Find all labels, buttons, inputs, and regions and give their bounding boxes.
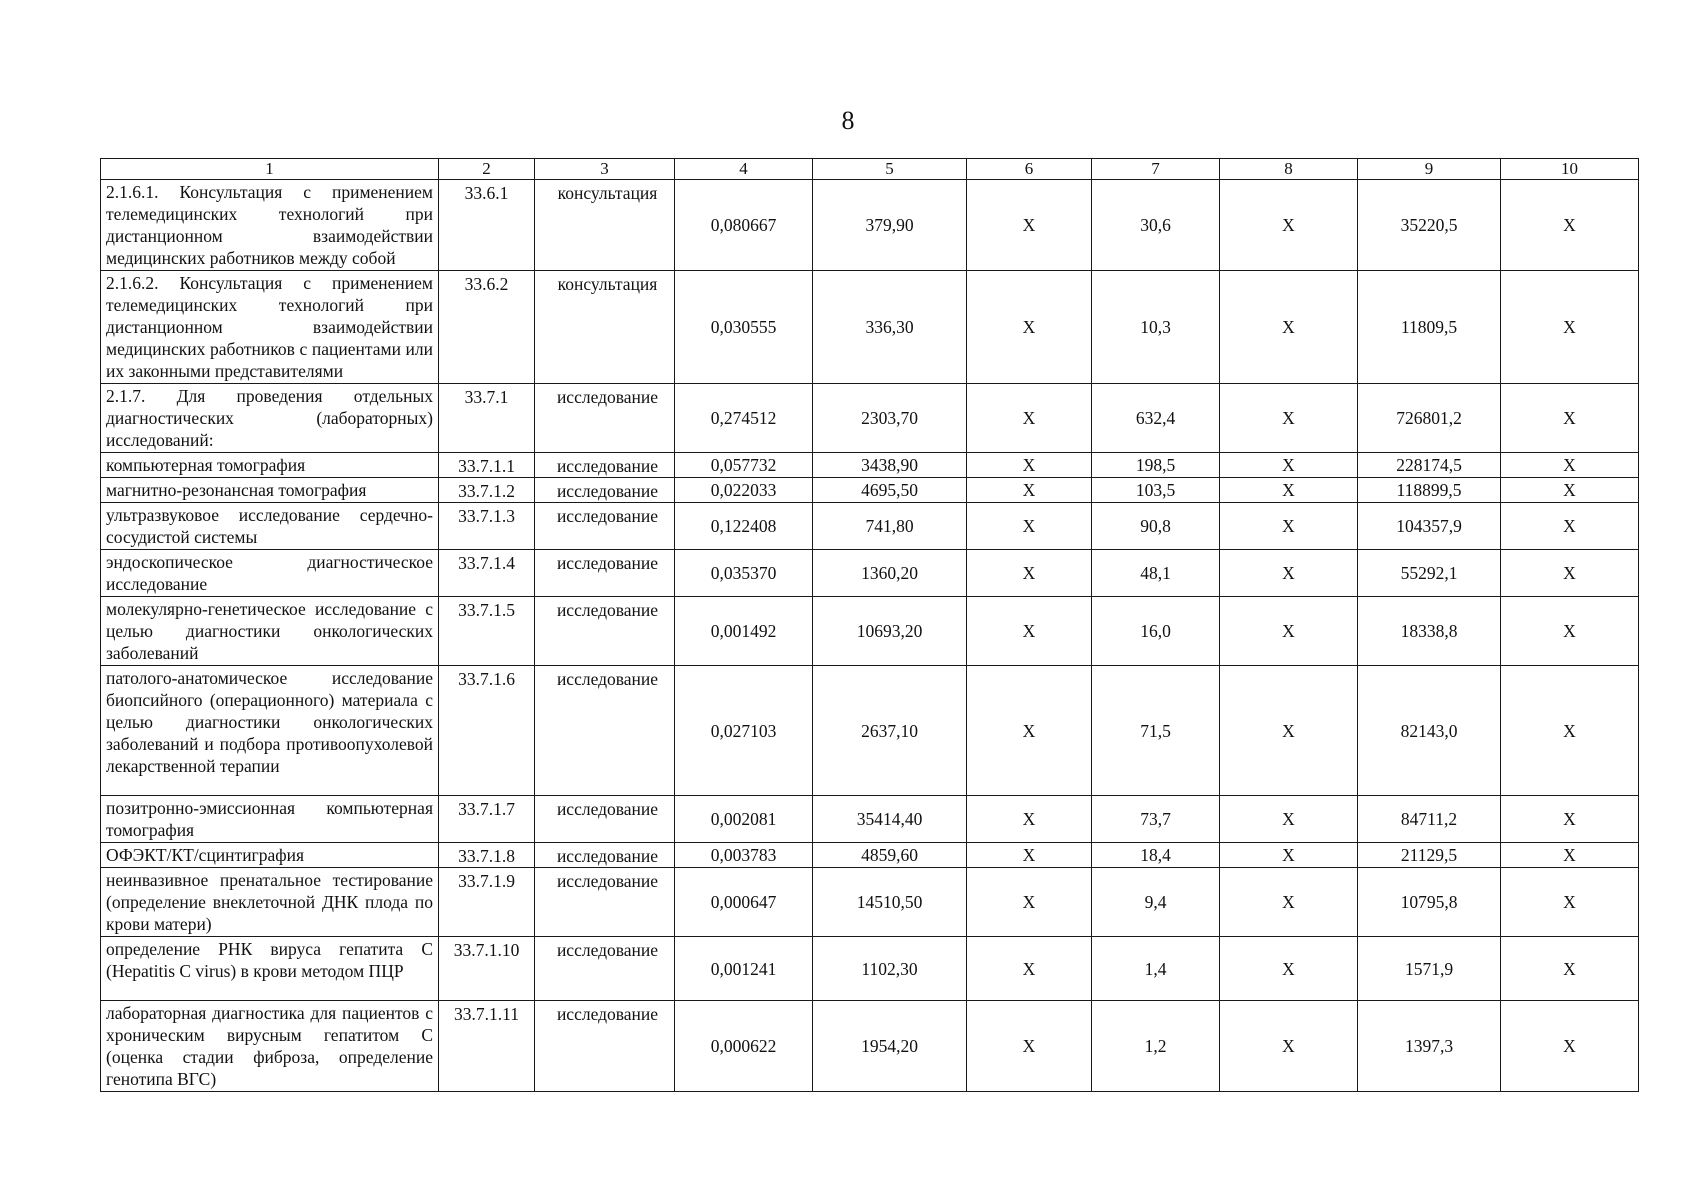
col-6-cell: X bbox=[967, 937, 1092, 1001]
table-row bbox=[101, 1001, 1639, 1092]
col-6-cell: X bbox=[967, 503, 1092, 550]
col-5-cell: 379,90 bbox=[813, 180, 967, 271]
col-6-cell: X bbox=[967, 796, 1092, 843]
col-10-cell: X bbox=[1501, 868, 1639, 937]
col-8-cell: X bbox=[1220, 503, 1358, 550]
col-9-cell: 21129,5 bbox=[1358, 843, 1501, 868]
col-8-cell: X bbox=[1220, 271, 1358, 384]
service-code-cell: 33.7.1.11 bbox=[439, 1001, 535, 1092]
column-header: 8 bbox=[1220, 159, 1358, 180]
service-name-cell: 2.1.6.2. Консультация с применением телемедицинских технологий при дистанционном взаимодействии медицинских работников с пациентами или их законными представителями bbox=[101, 271, 439, 384]
unit-cell: исследование bbox=[535, 1001, 675, 1092]
col-10-cell: X bbox=[1501, 453, 1639, 478]
col-6-cell: X bbox=[967, 478, 1092, 503]
col-8-cell: X bbox=[1220, 868, 1358, 937]
unit-cell: исследование bbox=[535, 597, 675, 666]
table-row bbox=[101, 384, 1639, 453]
service-name-cell: неинвазивное пренатальное тестирование (определение внеклеточной ДНК плода по крови матери) bbox=[101, 868, 439, 937]
col-4-cell: 0,000622 bbox=[675, 1001, 813, 1092]
col-7-cell: 10,3 bbox=[1092, 271, 1220, 384]
col-9-cell: 228174,5 bbox=[1358, 453, 1501, 478]
service-name-cell: патолого-анатомическое исследование биопсийного (операционного) материала с целью диагностики онкологических заболеваний и подбора противоопухолевой лекарственной терапии bbox=[101, 666, 439, 796]
col-10-cell: X bbox=[1501, 503, 1639, 550]
col-10-cell: X bbox=[1501, 796, 1639, 843]
col-8-cell: X bbox=[1220, 453, 1358, 478]
col-10-cell: X bbox=[1501, 180, 1639, 271]
col-8-cell: X bbox=[1220, 180, 1358, 271]
col-9-cell: 18338,8 bbox=[1358, 597, 1501, 666]
col-9-cell: 1571,9 bbox=[1358, 937, 1501, 1001]
col-4-cell: 0,080667 bbox=[675, 180, 813, 271]
col-9-cell: 118899,5 bbox=[1358, 478, 1501, 503]
col-8-cell: X bbox=[1220, 843, 1358, 868]
table-row bbox=[101, 868, 1639, 937]
col-4-cell: 0,122408 bbox=[675, 503, 813, 550]
col-4-cell: 0,027103 bbox=[675, 666, 813, 796]
service-code-cell: 33.7.1 bbox=[439, 384, 535, 453]
col-8-cell: X bbox=[1220, 478, 1358, 503]
col-7-cell: 9,4 bbox=[1092, 868, 1220, 937]
column-number-row bbox=[101, 159, 1639, 180]
col-5-cell: 3438,90 bbox=[813, 453, 967, 478]
col-10-cell: X bbox=[1501, 384, 1639, 453]
col-9-cell: 11809,5 bbox=[1358, 271, 1501, 384]
col-6-cell: X bbox=[967, 384, 1092, 453]
col-10-cell: X bbox=[1501, 843, 1639, 868]
col-7-cell: 90,8 bbox=[1092, 503, 1220, 550]
tariff-table bbox=[100, 158, 1639, 1092]
table-row bbox=[101, 937, 1639, 1001]
table-row bbox=[101, 453, 1639, 478]
service-code-cell: 33.7.1.10 bbox=[439, 937, 535, 1001]
col-6-cell: X bbox=[967, 843, 1092, 868]
unit-cell: исследование bbox=[535, 503, 675, 550]
col-4-cell: 0,001492 bbox=[675, 597, 813, 666]
col-4-cell: 0,057732 bbox=[675, 453, 813, 478]
service-code-cell: 33.7.1.3 bbox=[439, 503, 535, 550]
column-header: 10 bbox=[1501, 159, 1639, 180]
unit-cell: исследование bbox=[535, 796, 675, 843]
service-name-cell: 2.1.6.1. Консультация с применением телемедицинских технологий при дистанционном взаимодействии медицинских работников между собой bbox=[101, 180, 439, 271]
service-code-cell: 33.7.1.4 bbox=[439, 550, 535, 597]
col-6-cell: X bbox=[967, 1001, 1092, 1092]
col-4-cell: 0,274512 bbox=[675, 384, 813, 453]
col-7-cell: 16,0 bbox=[1092, 597, 1220, 666]
col-7-cell: 18,4 bbox=[1092, 843, 1220, 868]
col-8-cell: X bbox=[1220, 550, 1358, 597]
col-9-cell: 104357,9 bbox=[1358, 503, 1501, 550]
col-10-cell: X bbox=[1501, 666, 1639, 796]
col-5-cell: 2303,70 bbox=[813, 384, 967, 453]
col-7-cell: 103,5 bbox=[1092, 478, 1220, 503]
col-5-cell: 1954,20 bbox=[813, 1001, 967, 1092]
unit-cell: исследование bbox=[535, 453, 675, 478]
col-5-cell: 336,30 bbox=[813, 271, 967, 384]
service-name-cell: компьютерная томография bbox=[101, 453, 439, 478]
unit-cell: исследование bbox=[535, 868, 675, 937]
col-6-cell: X bbox=[967, 597, 1092, 666]
column-header: 6 bbox=[967, 159, 1092, 180]
service-code-cell: 33.7.1.9 bbox=[439, 868, 535, 937]
col-4-cell: 0,022033 bbox=[675, 478, 813, 503]
service-name-cell: эндоскопическое диагностическое исследование bbox=[101, 550, 439, 597]
col-9-cell: 84711,2 bbox=[1358, 796, 1501, 843]
table-row bbox=[101, 180, 1639, 271]
col-8-cell: X bbox=[1220, 937, 1358, 1001]
col-10-cell: X bbox=[1501, 597, 1639, 666]
service-code-cell: 33.7.1.5 bbox=[439, 597, 535, 666]
col-5-cell: 4859,60 bbox=[813, 843, 967, 868]
unit-cell: консультация bbox=[535, 271, 675, 384]
col-7-cell: 71,5 bbox=[1092, 666, 1220, 796]
unit-cell: исследование bbox=[535, 843, 675, 868]
unit-cell: исследование bbox=[535, 384, 675, 453]
service-code-cell: 33.7.1.8 bbox=[439, 843, 535, 868]
service-code-cell: 33.7.1.6 bbox=[439, 666, 535, 796]
table-row bbox=[101, 271, 1639, 384]
col-10-cell: X bbox=[1501, 550, 1639, 597]
column-header: 7 bbox=[1092, 159, 1220, 180]
col-6-cell: X bbox=[967, 666, 1092, 796]
col-7-cell: 1,4 bbox=[1092, 937, 1220, 1001]
unit-cell: исследование bbox=[535, 666, 675, 796]
page-number: 8 bbox=[841, 106, 855, 135]
col-7-cell: 30,6 bbox=[1092, 180, 1220, 271]
col-5-cell: 1102,30 bbox=[813, 937, 967, 1001]
service-name-cell: определение РНК вируса гепатита С (Hepatitis C virus) в крови методом ПЦР bbox=[101, 937, 439, 1001]
table-row bbox=[101, 843, 1639, 868]
col-9-cell: 82143,0 bbox=[1358, 666, 1501, 796]
table-row bbox=[101, 796, 1639, 843]
col-5-cell: 14510,50 bbox=[813, 868, 967, 937]
column-header: 1 bbox=[101, 159, 439, 180]
col-4-cell: 0,000647 bbox=[675, 868, 813, 937]
service-code-cell: 33.6.2 bbox=[439, 271, 535, 384]
unit-cell: исследование bbox=[535, 937, 675, 1001]
col-10-cell: X bbox=[1501, 271, 1639, 384]
service-name-cell: лабораторная диагностика для пациентов с хроническим вирусным гепатитом С (оценка стадии фиброза, определение генотипа ВГС) bbox=[101, 1001, 439, 1092]
col-7-cell: 632,4 bbox=[1092, 384, 1220, 453]
col-5-cell: 10693,20 bbox=[813, 597, 967, 666]
service-name-cell: ОФЭКТ/КТ/сцинтиграфия bbox=[101, 843, 439, 868]
col-8-cell: X bbox=[1220, 597, 1358, 666]
col-8-cell: X bbox=[1220, 666, 1358, 796]
col-4-cell: 0,002081 bbox=[675, 796, 813, 843]
service-code-cell: 33.7.1.7 bbox=[439, 796, 535, 843]
col-6-cell: X bbox=[967, 271, 1092, 384]
column-header: 9 bbox=[1358, 159, 1501, 180]
service-code-cell: 33.6.1 bbox=[439, 180, 535, 271]
col-5-cell: 2637,10 bbox=[813, 666, 967, 796]
service-name-cell: магнитно-резонансная томография bbox=[101, 478, 439, 503]
col-4-cell: 0,001241 bbox=[675, 937, 813, 1001]
col-8-cell: X bbox=[1220, 384, 1358, 453]
service-name-cell: ультразвуковое исследование сердечно-сосудистой системы bbox=[101, 503, 439, 550]
column-header: 4 bbox=[675, 159, 813, 180]
unit-cell: исследование bbox=[535, 550, 675, 597]
column-header: 3 bbox=[535, 159, 675, 180]
service-code-cell: 33.7.1.2 bbox=[439, 478, 535, 503]
col-10-cell: X bbox=[1501, 937, 1639, 1001]
col-7-cell: 48,1 bbox=[1092, 550, 1220, 597]
unit-cell: исследование bbox=[535, 478, 675, 503]
service-name-cell: 2.1.7. Для проведения отдельных диагностических (лабораторных) исследований: bbox=[101, 384, 439, 453]
column-header: 2 bbox=[439, 159, 535, 180]
col-9-cell: 1397,3 bbox=[1358, 1001, 1501, 1092]
col-9-cell: 55292,1 bbox=[1358, 550, 1501, 597]
table-row bbox=[101, 478, 1639, 503]
col-4-cell: 0,035370 bbox=[675, 550, 813, 597]
column-header: 5 bbox=[813, 159, 967, 180]
col-6-cell: X bbox=[967, 453, 1092, 478]
col-10-cell: X bbox=[1501, 1001, 1639, 1092]
col-6-cell: X bbox=[967, 180, 1092, 271]
col-8-cell: X bbox=[1220, 1001, 1358, 1092]
col-7-cell: 73,7 bbox=[1092, 796, 1220, 843]
col-5-cell: 1360,20 bbox=[813, 550, 967, 597]
table-row bbox=[101, 503, 1639, 550]
col-4-cell: 0,030555 bbox=[675, 271, 813, 384]
col-8-cell: X bbox=[1220, 796, 1358, 843]
service-name-cell: позитронно-эмиссионная компьютерная томография bbox=[101, 796, 439, 843]
table-row bbox=[101, 597, 1639, 666]
col-9-cell: 726801,2 bbox=[1358, 384, 1501, 453]
table-row bbox=[101, 666, 1639, 796]
col-9-cell: 10795,8 bbox=[1358, 868, 1501, 937]
col-5-cell: 741,80 bbox=[813, 503, 967, 550]
service-name-cell: молекулярно-генетическое исследование с целью диагностики онкологических заболеваний bbox=[101, 597, 439, 666]
col-7-cell: 198,5 bbox=[1092, 453, 1220, 478]
col-5-cell: 35414,40 bbox=[813, 796, 967, 843]
table-row bbox=[101, 550, 1639, 597]
col-6-cell: X bbox=[967, 868, 1092, 937]
col-4-cell: 0,003783 bbox=[675, 843, 813, 868]
table-body bbox=[101, 180, 1639, 1092]
unit-cell: консультация bbox=[535, 180, 675, 271]
col-5-cell: 4695,50 bbox=[813, 478, 967, 503]
service-code-cell: 33.7.1.1 bbox=[439, 453, 535, 478]
col-6-cell: X bbox=[967, 550, 1092, 597]
col-7-cell: 1,2 bbox=[1092, 1001, 1220, 1092]
col-9-cell: 35220,5 bbox=[1358, 180, 1501, 271]
tariff-table-container bbox=[100, 158, 1638, 1092]
col-10-cell: X bbox=[1501, 478, 1639, 503]
